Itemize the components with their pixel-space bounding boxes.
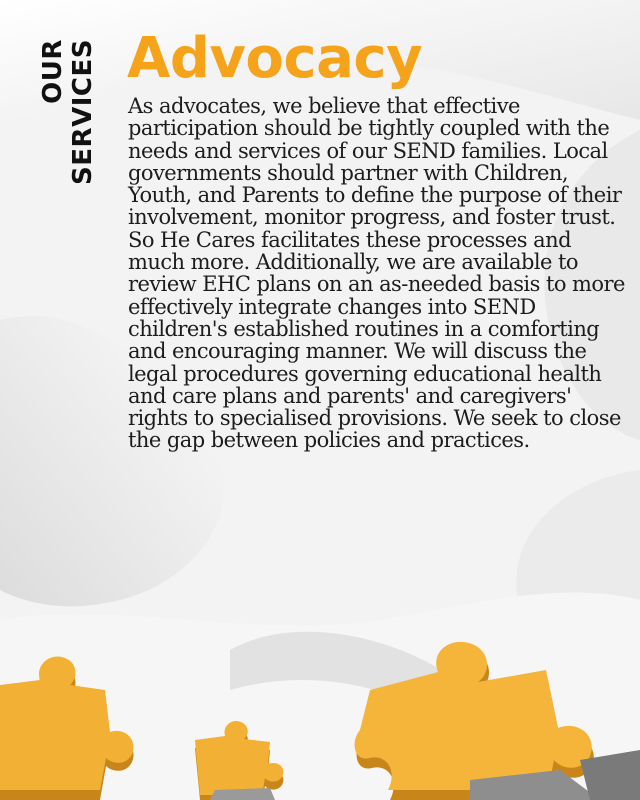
- puzzle-pieces-illustration: [0, 640, 640, 800]
- puzzle-piece-icon: [195, 721, 283, 800]
- puzzle-piece-icon: [0, 657, 133, 800]
- page-title: Advocacy: [127, 26, 423, 91]
- our-services-line-2: SERVICES: [68, 39, 98, 185]
- advocacy-description: As advocates, we believe that effective participation should be tightly coupled with the needs and services of our SEND families. Local governments should partner with Children, Youth, and Parents to define the purpose of their involvement, monitor progress, and foster trust. So He Cares facilitates these processes and much more. Additionally, we are available to review EHC plans on an as-needed basis to more effectively integrate changes into SEND children's established routines in a comforting and encouraging manner. We will discuss the legal procedures governing educational health and care plans and parents' and caregivers' rights to specialised provisions. We seek to close the gap between policies and practices.: [128, 94, 625, 453]
- our-services-label: [30, 30, 106, 194]
- our-services-line-1: OUR: [38, 39, 68, 104]
